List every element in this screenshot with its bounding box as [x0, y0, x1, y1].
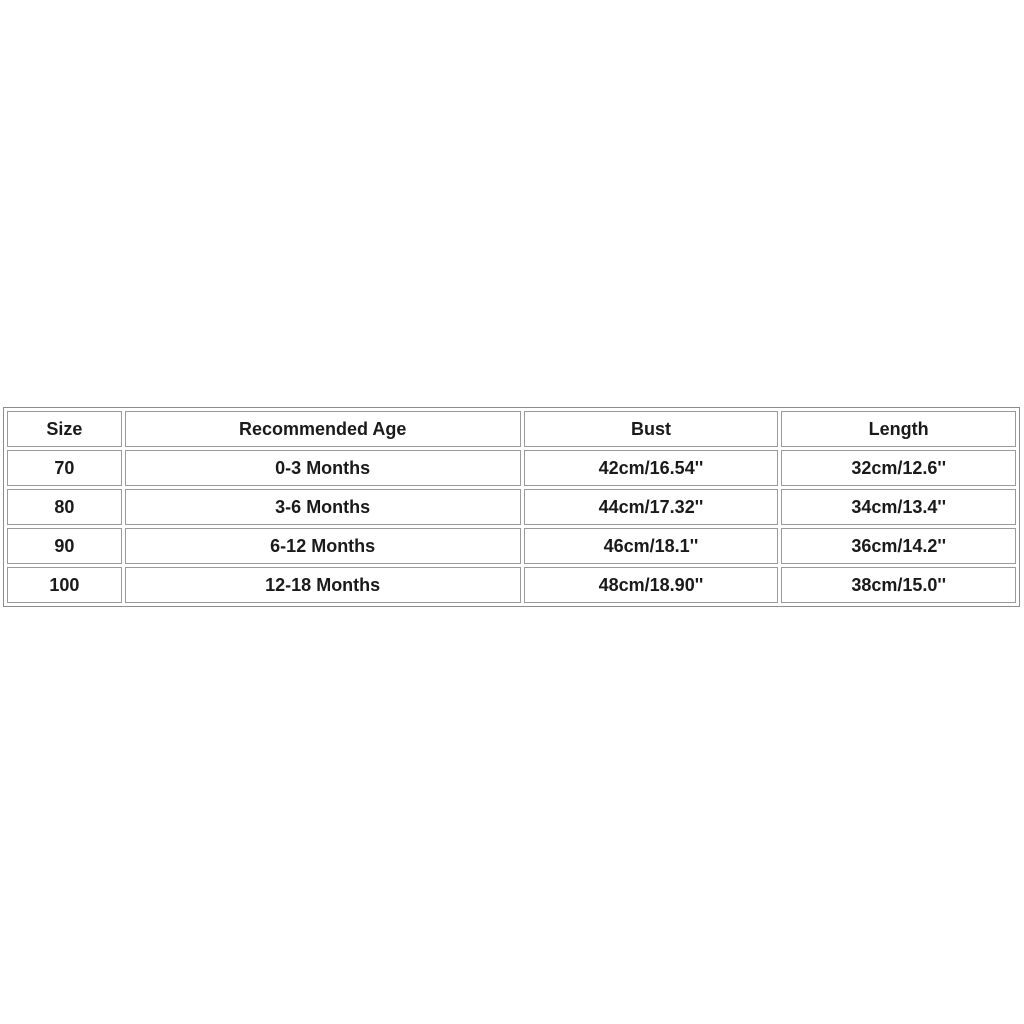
- cell-size: 80: [7, 489, 122, 525]
- cell-bust: 42cm/16.54'': [524, 450, 779, 486]
- cell-length: 32cm/12.6'': [781, 450, 1016, 486]
- header-recommended-age: Recommended Age: [125, 411, 521, 447]
- table-row: [7, 450, 1016, 486]
- header-size: Size: [7, 411, 122, 447]
- cell-length: 38cm/15.0'': [781, 567, 1016, 603]
- table-row: [7, 567, 1016, 603]
- cell-recommended-age: 0-3 Months: [125, 450, 521, 486]
- cell-length: 34cm/13.4'': [781, 489, 1016, 525]
- table-row: [7, 489, 1016, 525]
- cell-bust: 44cm/17.32'': [524, 489, 779, 525]
- cell-size: 100: [7, 567, 122, 603]
- cell-bust: 46cm/18.1'': [524, 528, 779, 564]
- cell-recommended-age: 6-12 Months: [125, 528, 521, 564]
- size-chart-table: [3, 407, 1020, 607]
- header-bust: Bust: [524, 411, 779, 447]
- cell-size: 70: [7, 450, 122, 486]
- cell-recommended-age: 3-6 Months: [125, 489, 521, 525]
- table-header-row: [7, 411, 1016, 447]
- table-row: [7, 528, 1016, 564]
- cell-length: 36cm/14.2'': [781, 528, 1016, 564]
- header-length: Length: [781, 411, 1016, 447]
- cell-bust: 48cm/18.90'': [524, 567, 779, 603]
- cell-size: 90: [7, 528, 122, 564]
- cell-recommended-age: 12-18 Months: [125, 567, 521, 603]
